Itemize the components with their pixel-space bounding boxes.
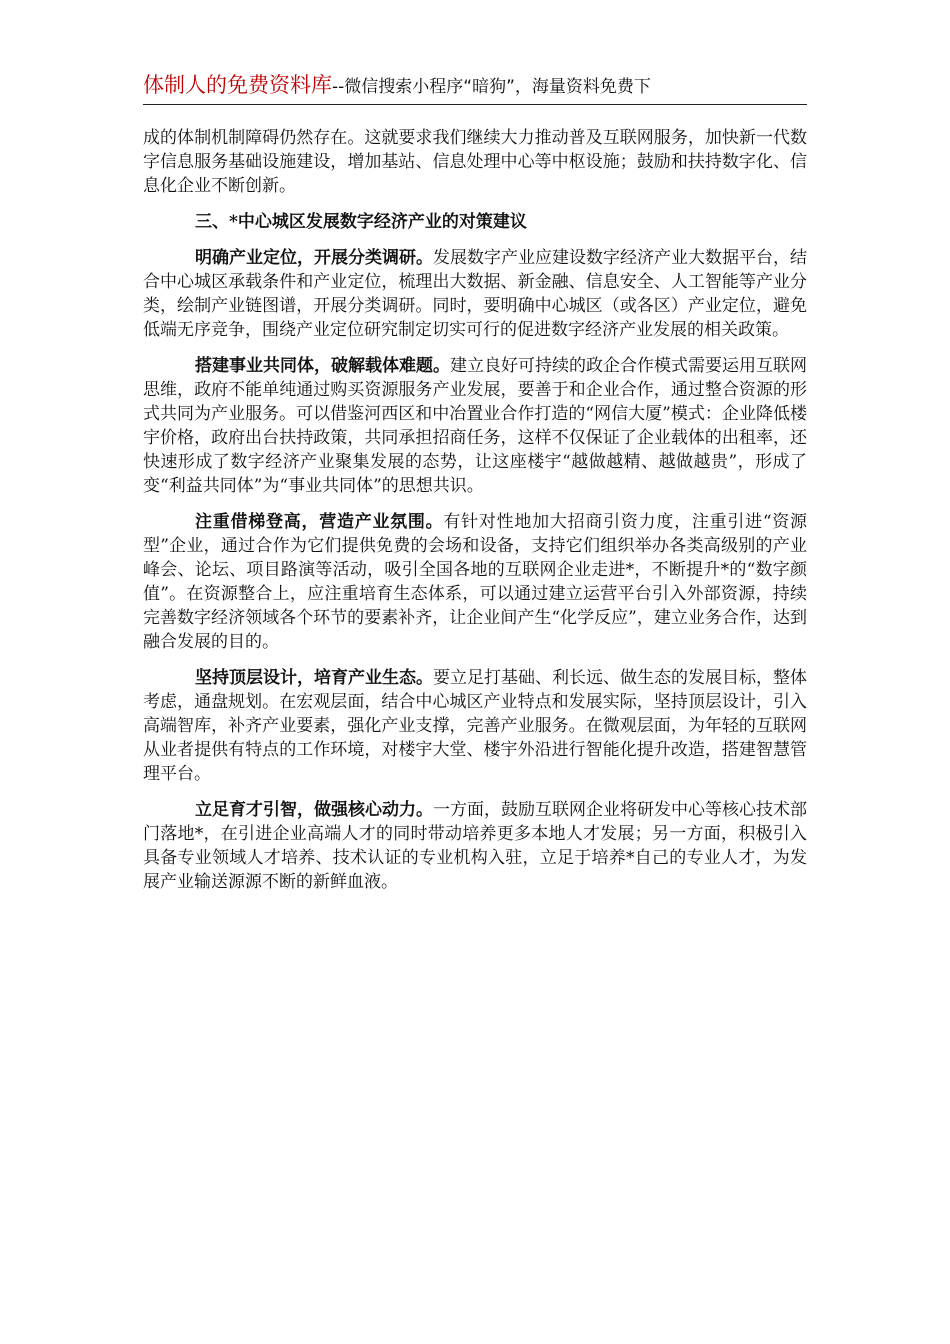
paragraph-1	[143, 246, 807, 342]
paragraph-lead: 注重借梯登高，营造产业氛围。	[195, 512, 444, 532]
paragraph-2	[143, 354, 807, 498]
paragraph-text: 要立足打基础、利长远、做生态的发展目标，整体考虑，通盘规划。在宏观层面，结合中心城区产业特点和发展实际，坚持顶层设计，引入高端智库，补齐产业要素，强化产业支撑，完善产业服务。在微观层面，为年轻的互联网从业者提供有特点的工作环境，对楼宇大堂、楼宇外沿进行智能化提升改造，搭建智慧管理平台。	[143, 668, 807, 784]
paragraph-text: 一方面，鼓励互联网企业将研发中心等核心技术部门落地*，在引进企业高端人才的同时带动培养更多本地人才发展；另一方面，积极引入具备专业领域人才培养、技术认证的专业机构入驻，立足于培养*自己的专业人才，为发展产业输送源源不断的新鲜血液。	[143, 800, 807, 892]
paragraph-text: 发展数字产业应建设数字经济产业大数据平台，结合中心城区承载条件和产业定位，梳理出大数据、新金融、信息安全、人工智能等产业分类，绘制产业链图谱，开展分类调研。同时，要明确中心城区（或各区）产业定位，避免低端无序竞争，围绕产业定位研究制定切实可行的促进数字经济产业发展的相关政策。	[143, 248, 807, 340]
section-heading: 三、*中心城区发展数字经济产业的对策建议	[195, 212, 527, 232]
paragraph-lead: 立足育才引智，做强核心动力。	[195, 800, 433, 820]
page-header	[143, 70, 807, 105]
document-body	[143, 126, 807, 906]
brand-title: 体制人的免费资料库	[143, 73, 332, 97]
header-subtitle: --微信搜索小程序“暗狗”，海量资料免费下	[332, 77, 651, 97]
paragraph-text: 有针对性地加大招商引资力度，注重引进“资源型”企业，通过合作为它们提供免费的会场和设备，支持它们组织举办各类高级别的产业峰会、论坛、项目路演等活动，吸引全国各地的互联网企业走进*，不断提升*的“数字颜值”。在资源整合上，应注重培育生态体系，可以通过建立运营平台引入外部资源，持续完善数字经济领域各个环节的要素补齐，让企业间产生“化学反应”，建立业务合作，达到融合发展的目的。	[143, 512, 807, 652]
paragraph-lead: 明确产业定位，开展分类调研。	[195, 248, 433, 268]
paragraph-4	[143, 666, 807, 786]
intro-paragraph: 成的体制机制障碍仍然存在。这就要求我们继续大力推动普及互联网服务，加快新一代数字信息服务基础设施建设，增加基站、信息处理中心等中枢设施；鼓励和扶持数字化、信息化企业不断创新。	[143, 128, 807, 196]
paragraph-lead: 坚持顶层设计，培育产业生态。	[195, 668, 433, 688]
paragraph-text: 建立良好可持续的政企合作模式需要运用互联网思维，政府不能单纯通过购买资源服务产业发展，要善于和企业合作，通过整合资源的形式共同为产业服务。可以借鉴河西区和中冶置业合作打造的“网信大厦”模式：企业降低楼宇价格，政府出台扶持政策，共同承担招商任务，这样不仅保证了企业载体的出租率，还快速形成了数字经济产业聚集发展的态势，让这座楼宇“越做越精、越做越贵”，形成了变“利益共同体”为“事业共同体”的思想共识。	[143, 356, 807, 496]
paragraph-lead: 搭建事业共同体，破解载体难题。	[195, 356, 450, 376]
paragraph-5	[143, 798, 807, 894]
paragraph-3	[143, 510, 807, 654]
